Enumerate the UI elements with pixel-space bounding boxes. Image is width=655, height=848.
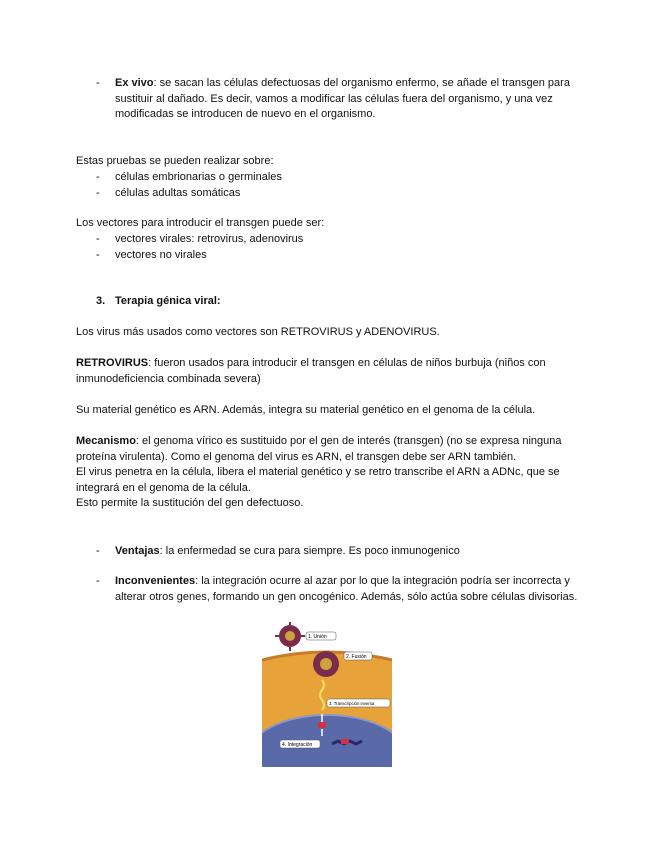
section-heading: [96, 294, 221, 310]
label-union: 1. Unión: [308, 634, 327, 640]
list-item: - células embrionarias o germinales: [96, 171, 282, 183]
term-retrovirus: RETROVIRUS: [76, 357, 149, 369]
vectores-intro: Los vectores para introducir el transgen puede ser:: [76, 217, 325, 229]
pruebas-intro: Estas pruebas se pueden realizar sobre:: [76, 155, 274, 167]
list-item-inconvenientes: - Inconvenientes: la integración ocurre al azar por lo que la integración podría ser incorrecta y alterar otros genes, formando un gen oncogénico. Además, sólo actúa sobre células divisorias.: [96, 575, 578, 603]
retrovirus-infection-diagram: [262, 622, 392, 767]
section-number: 3.: [96, 295, 106, 307]
pruebas-list: [96, 170, 282, 201]
mecanismo-paragraph: Mecanismo: el genoma vírico es sustituido por el gen de interés (transgen) (no se expresa ninguna proteína virulenta). Como el genoma del virus es ARN, el transgen debe ser ARN también. El virus penetra en la célula, libera el material genético y se retro transcribe el ARN a ADNc, que se integrará en el genoma de la célula. Esto permite la sustitución del gen defectuoso.: [76, 434, 586, 512]
section-title: Terapia génica viral:: [115, 295, 221, 307]
label-fusion: 2. Fusión: [346, 654, 367, 660]
term-ventajas: Ventajas: [115, 545, 160, 557]
term-inconvenientes: Inconvenientes: [115, 575, 196, 587]
term-mecanismo: Mecanismo: [76, 435, 136, 447]
dash-bullet: -: [96, 77, 100, 89]
list-item-ex-vivo: [96, 76, 586, 123]
ex-vivo-text: : se sacan las células defectuosas del organismo enfermo, se añade el transgen para sustituir al dañado. Es decir, vamos a modificar las células fuera del organismo, y una vez modificadas se introducen de nuevo en el organismo.: [115, 77, 570, 121]
list-item: - vectores no virales: [96, 248, 207, 261]
material-paragraph: Su material genético es ARN. Además, integra su material genético en el genoma de la célula.: [76, 404, 536, 416]
list-item-ventajas: - Ventajas: la enfermedad se cura para siempre. Es poco inmunogenico: [96, 545, 460, 557]
retrovirus-paragraph: RETROVIRUS: fueron usados para introducir el transgen en células de niños burbuja (niños con inmunodeficiencia combinada severa): [76, 357, 546, 385]
dna-segment: [318, 722, 326, 728]
list-item: - vectores virales: retrovirus, adenovirus: [96, 233, 304, 245]
virus-usados-paragraph: Los virus más usados como vectores son RETROVIRUS y ADENOVIRUS.: [76, 326, 440, 338]
term-ex-vivo: Ex vivo: [115, 77, 154, 89]
mecanismo-line2: El virus penetra en la célula, libera el material genético y se retro transcribe el ARN a ADNc, que se integrará en el genoma de la célula.: [76, 466, 560, 494]
list-item: - células adultas somáticas: [96, 186, 241, 199]
virus-particle-2: [313, 651, 339, 677]
integrated-dna: [341, 739, 349, 744]
label-transcripcion: 3. Transcripción inversa: [329, 701, 375, 706]
label-integracion: 4. Integración: [282, 742, 313, 748]
vectores-list: [96, 232, 303, 263]
mecanismo-line3: Esto permite la sustitución del gen defectuoso.: [76, 497, 304, 510]
